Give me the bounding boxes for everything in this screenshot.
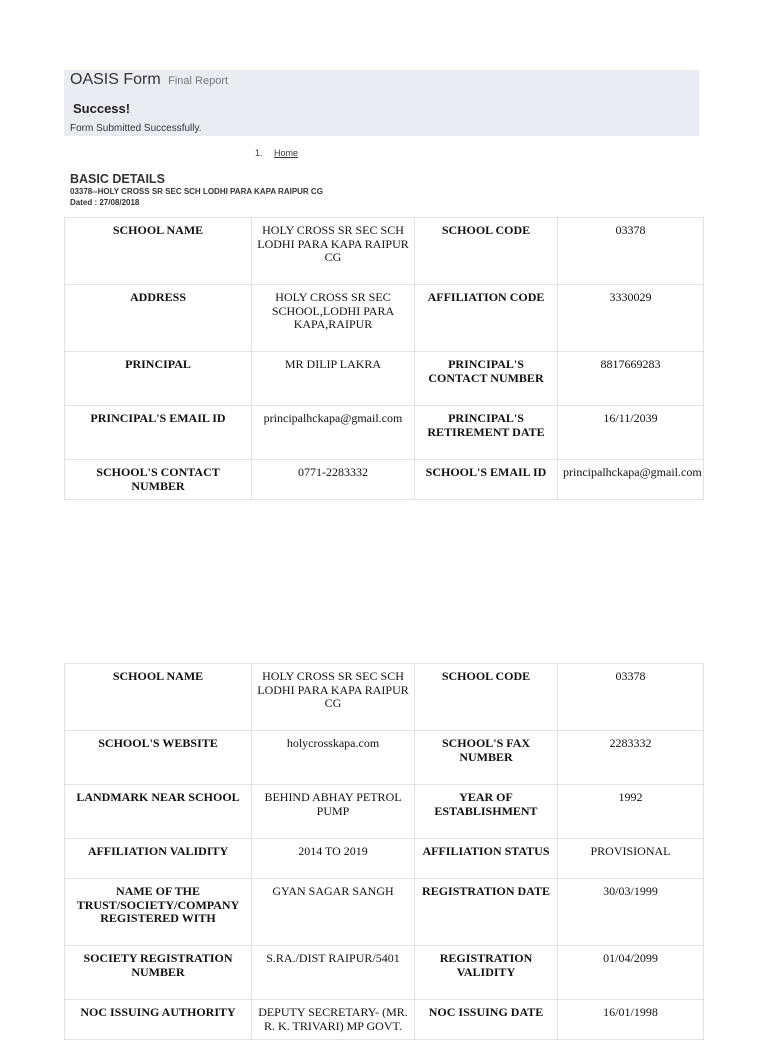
table-row [65, 285, 704, 352]
field-value: 16/11/2039 [558, 406, 704, 460]
table-row [65, 352, 704, 406]
field-label: AFFILIATION VALIDITY [65, 839, 252, 879]
table-row [65, 218, 704, 285]
field-value: 2014 TO 2019 [252, 839, 415, 879]
field-value: HOLY CROSS SR SEC SCH LODHI PARA KAPA RAIPUR CG [252, 218, 415, 285]
success-title: Success! [73, 101, 131, 116]
table-row [65, 879, 704, 946]
section-school-line: 03378--HOLY CROSS SR SEC SCH LODHI PARA KAPA RAIPUR CG [70, 187, 323, 196]
field-label: ADDRESS [65, 285, 252, 352]
field-label: SOCIETY REGISTRATION NUMBER [65, 946, 252, 1000]
field-value: HOLY CROSS SR SEC SCHOOL,LODHI PARA KAPA,RAIPUR [252, 285, 415, 352]
page-title: OASIS Form [70, 71, 161, 88]
field-label: NOC ISSUING AUTHORITY [65, 1000, 252, 1040]
field-value: DEPUTY SECRETARY- (MR. R. K. TRIVARI) MP GOVT. [252, 1000, 415, 1040]
field-value: 03378 [558, 664, 704, 731]
field-label: SCHOOL'S EMAIL ID [415, 460, 558, 500]
title-row [70, 71, 228, 89]
field-value: 30/03/1999 [558, 879, 704, 946]
field-label: PRINCIPAL'S CONTACT NUMBER [415, 352, 558, 406]
field-value: 1992 [558, 785, 704, 839]
breadcrumb-number: 1. [255, 148, 263, 158]
field-label: LANDMARK NEAR SCHOOL [65, 785, 252, 839]
field-value: principalhckapa@gmail.com [252, 406, 415, 460]
table-row [65, 460, 704, 500]
field-label: PRINCIPAL [65, 352, 252, 406]
school-details-table [64, 663, 704, 1040]
field-label: NOC ISSUING DATE [415, 1000, 558, 1040]
field-value: HOLY CROSS SR SEC SCH LODHI PARA KAPA RAIPUR CG [252, 664, 415, 731]
breadcrumb-home-link[interactable]: Home [274, 148, 299, 158]
table-row [65, 839, 704, 879]
field-label: SCHOOL CODE [415, 218, 558, 285]
field-label: NAME OF THE TRUST/SOCIETY/COMPANY REGISTERED WITH [65, 879, 252, 946]
table-row [65, 731, 704, 785]
field-label: AFFILIATION CODE [415, 285, 558, 352]
field-value: BEHIND ABHAY PETROL PUMP [252, 785, 415, 839]
field-value: 16/01/1998 [558, 1000, 704, 1040]
field-value: holycrosskapa.com [252, 731, 415, 785]
table-row [65, 406, 704, 460]
field-value: 8817669283 [558, 352, 704, 406]
field-value: 2283332 [558, 731, 704, 785]
field-label: SCHOOL'S WEBSITE [65, 731, 252, 785]
field-value: 01/04/2099 [558, 946, 704, 1000]
field-value: GYAN SAGAR SANGH [252, 879, 415, 946]
field-label: AFFILIATION STATUS [415, 839, 558, 879]
table-row [65, 664, 704, 731]
table-row [65, 785, 704, 839]
table-row [65, 1000, 704, 1040]
breadcrumb [255, 148, 298, 158]
success-message: Form Submitted Successfully. [70, 123, 202, 134]
field-value: 03378 [558, 218, 704, 285]
field-value: principalhckapa@gmail.com [558, 460, 704, 500]
field-value: S.RA./DIST RAIPUR/5401 [252, 946, 415, 1000]
basic-details-table [64, 217, 704, 500]
field-label: YEAR OF ESTABLISHMENT [415, 785, 558, 839]
field-label: SCHOOL CODE [415, 664, 558, 731]
field-value: PROVISIONAL [558, 839, 704, 879]
field-value: 0771-2283332 [252, 460, 415, 500]
field-label: PRINCIPAL'S RETIREMENT DATE [415, 406, 558, 460]
field-label: REGISTRATION VALIDITY [415, 946, 558, 1000]
section-title: BASIC DETAILS [70, 172, 165, 186]
table-row [65, 946, 704, 1000]
section-dated: Dated : 27/08/2018 [70, 198, 140, 207]
field-label: SCHOOL NAME [65, 664, 252, 731]
field-label: SCHOOL'S CONTACT NUMBER [65, 460, 252, 500]
field-label: SCHOOL NAME [65, 218, 252, 285]
field-value: MR DILIP LAKRA [252, 352, 415, 406]
page-subtitle: Final Report [168, 75, 229, 87]
field-label: SCHOOL'S FAX NUMBER [415, 731, 558, 785]
field-label: PRINCIPAL'S EMAIL ID [65, 406, 252, 460]
page-header [64, 70, 699, 136]
field-label: REGISTRATION DATE [415, 879, 558, 946]
field-value: 3330029 [558, 285, 704, 352]
